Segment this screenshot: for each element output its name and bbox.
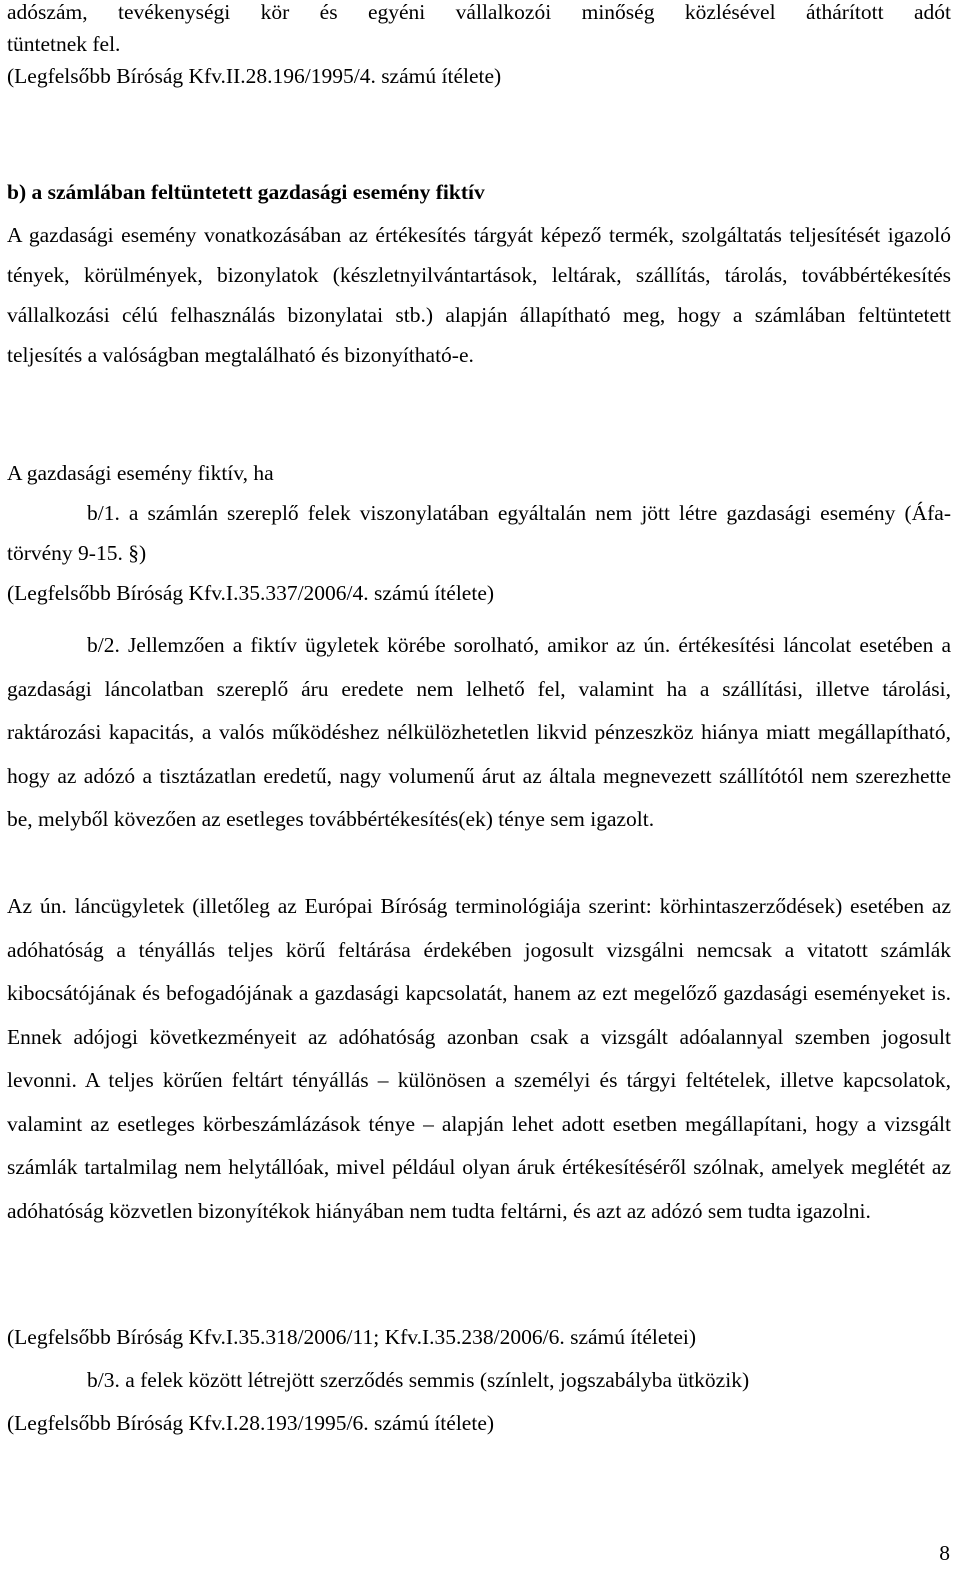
paragraph-b3: b/3. a felek között létrejött szerződés semmis (színlelt, jogszabályba ütközik) (87, 1368, 750, 1392)
citation-b3: (Legfelsőbb Bíróság Kfv.I.28.193/1995/6. számú ítélete) (7, 1411, 495, 1435)
paragraph-b1: b/1. a számlán szereplő felek viszonylatában egyáltalán nem jött létre gazdasági esemény (Áfa-törvény 9-15. §) (7, 501, 951, 565)
paragraph-lancugyletek: Az ún. láncügyletek (illetőleg az Európai Bíróság terminológiája szerint: körhintaszerződések) esetében az adóhatóság a tényállás teljes körű feltárása érdekében jogosult vizsgálni nemcsak a vitatott számlák kibocsátójának és befogadójának a gazdasági kapcsolatát, hanem az ezt megelőző gazdasági eseményeket is. Ennek adójogi következményeit az adóhatóság azonban csak a vizsgált adóalannyal szemben jogosult levonni. A teljes körűen feltárt tényállás – különösen a személyi és tárgyi feltételek, illetve kapcsolatok, valamint az esetleges körbeszámlázások ténye – alapján lehet adott esetben megállapítani, hogy a vizsgált számlák tartalmilag nem helytállóak, mivel például olyan áruk értékesítéséről szólnak, amelyek meglétét az adóhatóság közvetlen bizonyítékok hiányában nem tudta feltárni, és azt az adózó sem tudta igazolni. (7, 894, 951, 1223)
paragraph-b2: b/2. Jellemzően a fiktív ügyletek körébe sorolható, amikor az ún. értékesítési láncolat esetében a gazdasági láncolatban szereplő áru eredete nem lelhető fel, valamint ha a szállítási, illetve tárolási, raktározási kapacitás, a valós működéshez nélkülözhetetlen likvid pénzeszköz hiánya miatt megállapítható, hogy az adózó a tisztázatlan eredetű, nagy volumenű árut az általa megnevezett szállítótól nem szerezhette be, melyből kövezően az esetleges továbbértékesítés(ek) ténye sem igazolt. (7, 633, 951, 831)
paragraph-fiktiv-ha: A gazdasági esemény fiktív, ha (7, 461, 274, 485)
page-number: 8 (939, 1541, 950, 1565)
citation-b1: (Legfelsőbb Bíróság Kfv.I.35.337/2006/4. számú ítélete) (7, 581, 495, 605)
intro-line-2: tüntetnek fel. (7, 32, 121, 56)
intro-paragraph (7, 0, 951, 92)
intro-citation: (Legfelsőbb Bíróság Kfv.II.28.196/1995/4. számú ítélete) (7, 64, 502, 88)
section-heading-b: b) a számlában feltüntetett gazdasági esemény fiktív (7, 180, 485, 204)
citation-b2: (Legfelsőbb Bíróság Kfv.I.35.318/2006/11; Kfv.I.35.238/2006/6. számú ítéletei) (7, 1325, 697, 1349)
intro-line-1: adószám, tevékenységi kör és egyéni vállalkozói minőség közlésével áthárított adót (7, 0, 951, 24)
paragraph-b-description: A gazdasági esemény vonatkozásában az értékesítés tárgyát képező termék, szolgáltatás teljesítését igazoló tények, körülmények, bizonylatok (készletnyilvántartások, leltárak, szállítás, tárolás, továbbértékesítés vállalkozási célú felhasználás bizonylatai stb.) alapján állapítható meg, hogy a számlában feltüntetett teljesítés a valóságban megtalálható és bizonyítható-e. (7, 223, 951, 367)
